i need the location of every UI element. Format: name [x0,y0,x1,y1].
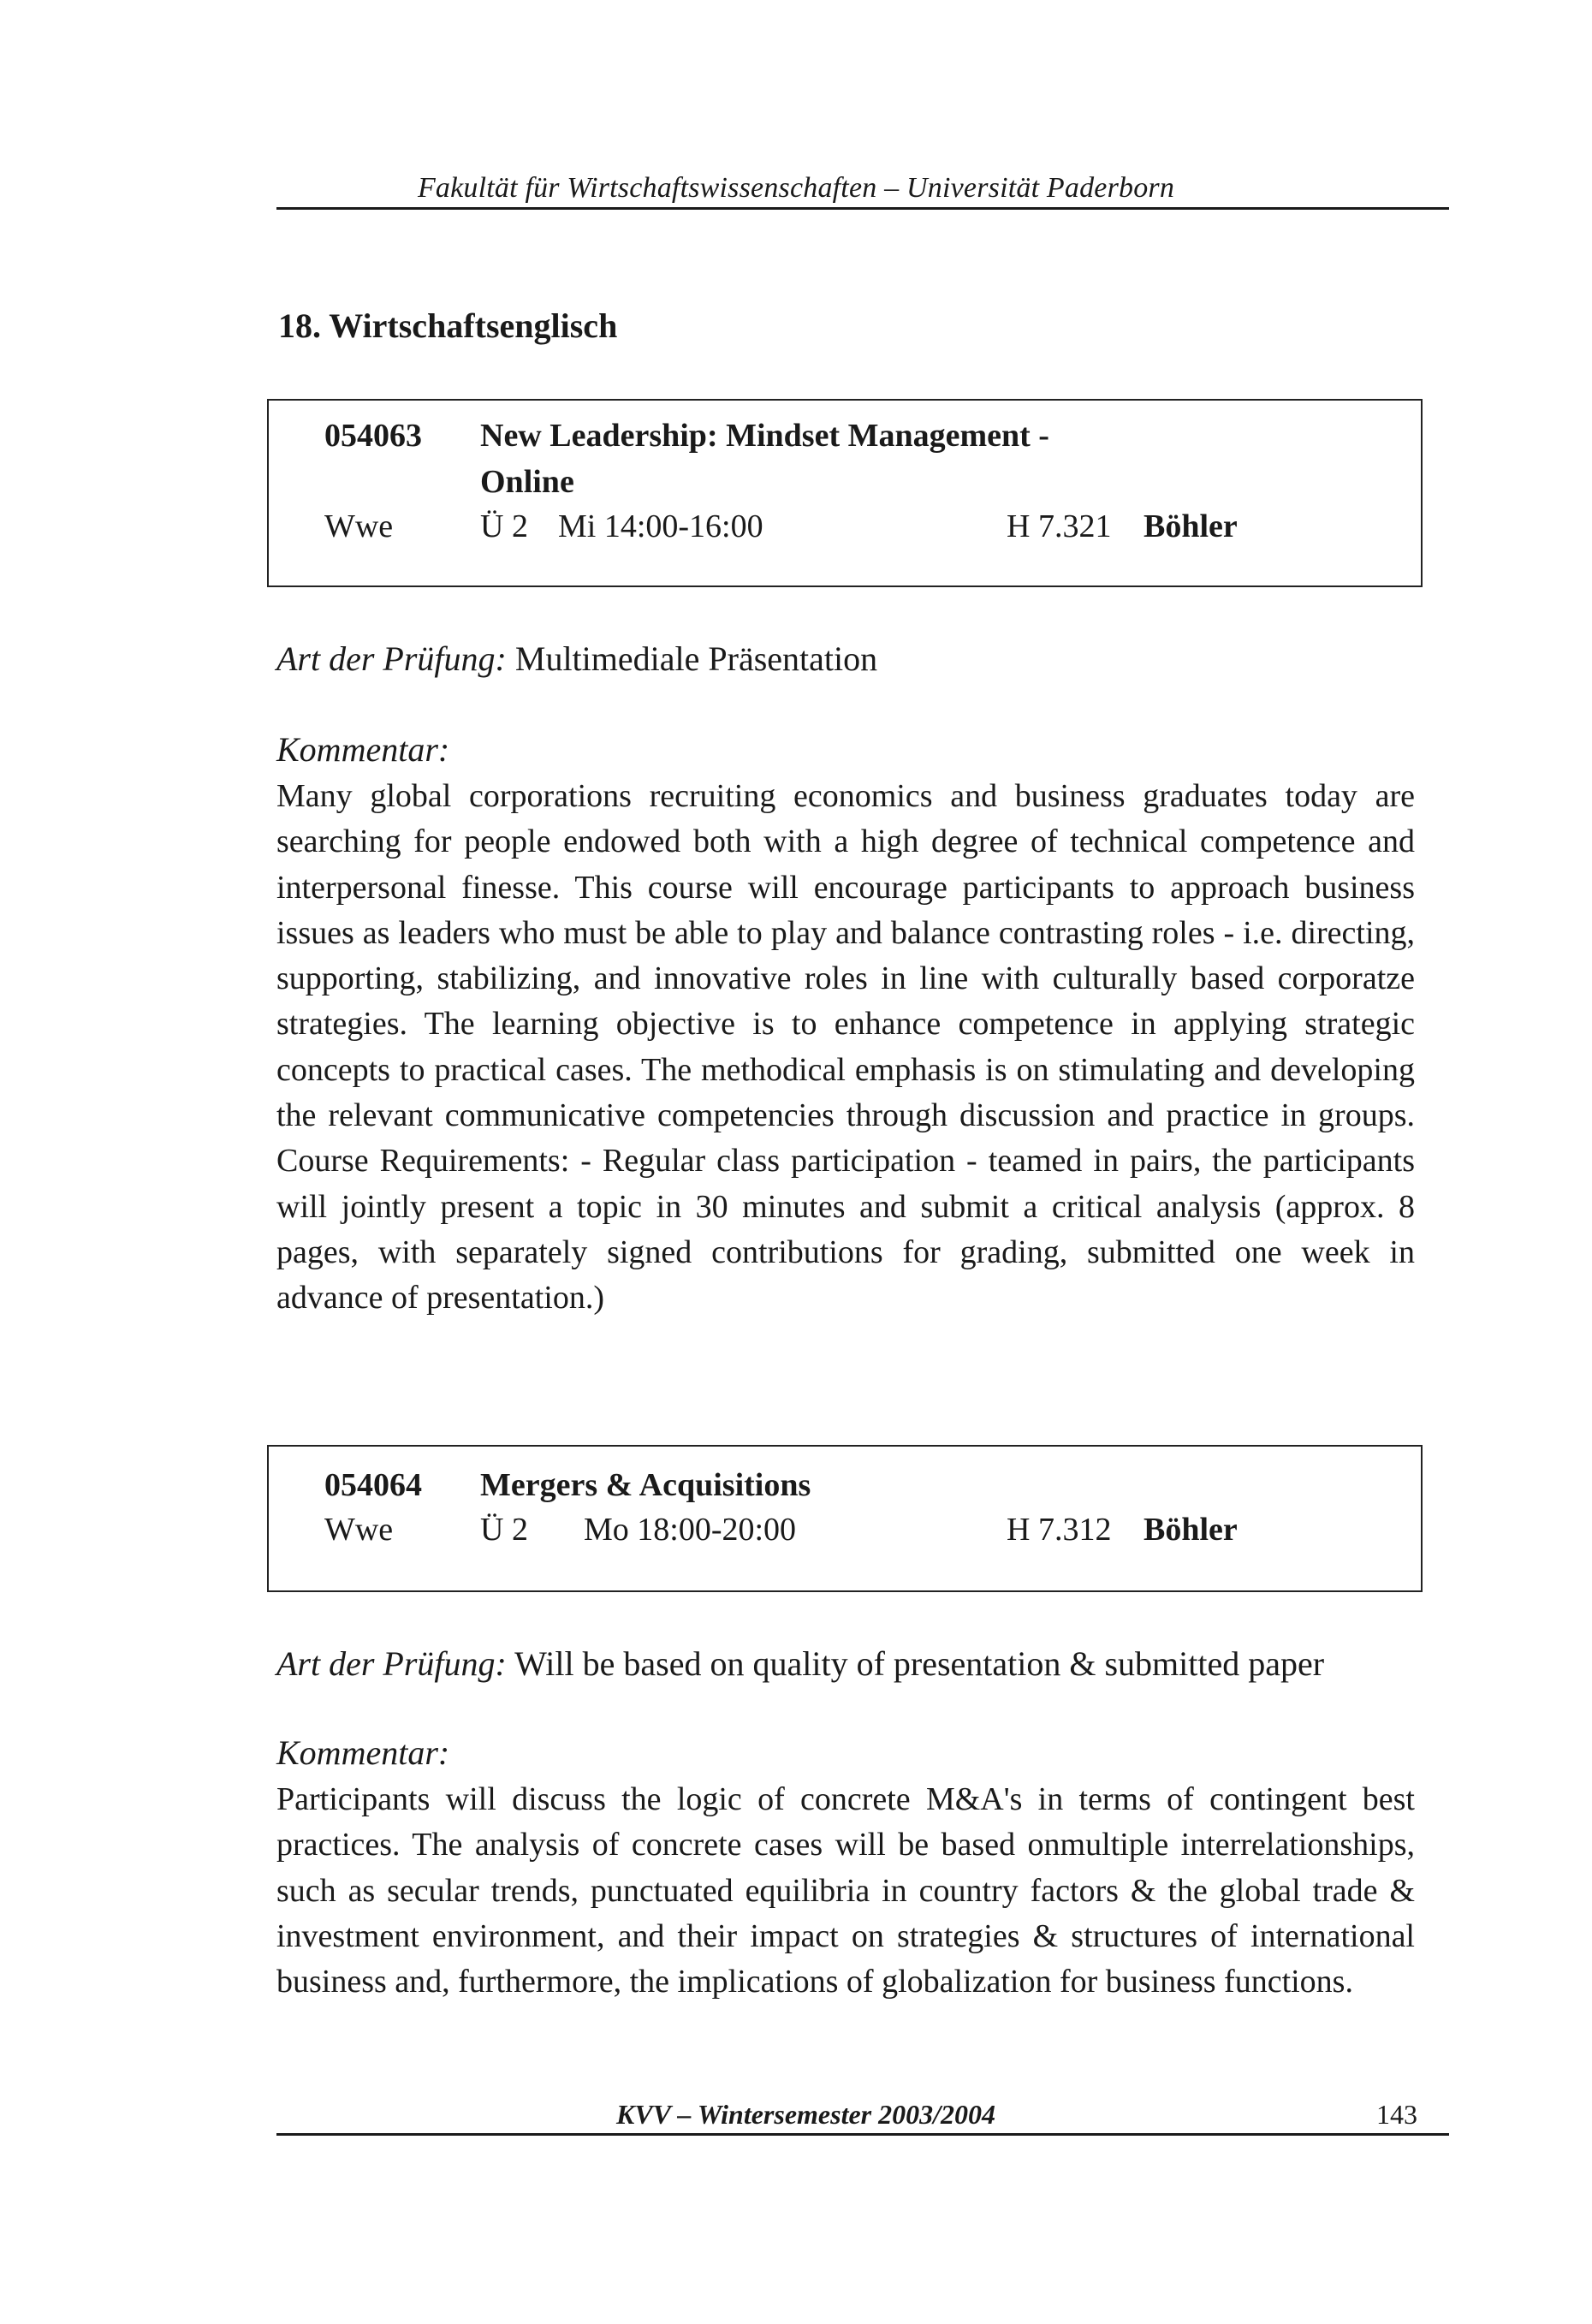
course-time: Mi 14:00-16:00 [558,508,763,544]
comment-label: Kommentar: [276,1733,450,1772]
course-abbrev: Wwe [324,1512,394,1548]
course-abbrev: Wwe [324,508,394,544]
course-time: Mo 18:00-20:00 [584,1512,797,1548]
course-number: 054063 [324,418,422,454]
course-box [267,1445,1423,1592]
course-title-continued: Online [480,464,574,500]
course-lecturer: Böhler [1144,508,1238,544]
comment-text: Many global corporations recruiting economics and business graduates today are searching for people endowed both with a high degree of technical competence and interpersonal finesse. This course will encourage participants to approach business issues as leaders who must be able to play and balance contrasting roles - i.e. directing, supporting, stabilizing, and innovative roles in line with culturally based corporatze strategies. The learning objective is to enhance competence in applying strategic concepts to practical cases. The methodical emphasis is on stimulating and developing the relevant communicative competencies through discussion and practice in groups. Course Requirements: - Regular class participation - teamed in pairs, the participants will jointly present a topic in 30 minutes and submit a critical analysis (approx. 8 pages, with separately signed contributions for grading, submitted one week in advance of presentation.) [276,778,1415,1317]
course-type: Ü 2 [480,508,528,544]
course-number: 054064 [324,1467,422,1503]
page-number: 143 [1376,2099,1417,2130]
exam-label: Art der Prüfung: [276,639,507,678]
course-title: Mergers & Acquisitions [480,1467,811,1503]
course-lecturer: Böhler [1144,1512,1238,1548]
course-box [267,399,1423,587]
section-title: 18. Wirtschaftsenglisch [278,306,618,345]
page-footer: KVV – Wintersemester 2003/2004 [616,2099,996,2130]
comment-label: Kommentar: [276,730,450,769]
header-rule [276,207,1449,210]
course-room: H 7.321 [1007,508,1112,544]
course-title: New Leadership: Mindset Management - [480,418,1049,454]
comment-text: Participants will discuss the logic of concrete M&A's in terms of contingent best practices. The analysis of concrete cases will be based onmultiple interrelationships, such as secular trends, punctuated equilibria in country factors & the global trade & investment environment, and their impact on strategies & structures of international business and, furthermore, the implications of globalization for business functions. [276,1781,1415,2000]
exam-value: Will be based on quality of presentation & submitted paper [514,1644,1325,1683]
course-room: H 7.312 [1007,1512,1112,1548]
page-header: Fakultät für Wirtschaftswissenschaften – Universität Paderborn [417,172,1175,204]
footer-rule [276,2133,1449,2136]
exam-value: Multimediale Präsentation [514,639,878,678]
course-type: Ü 2 [480,1512,528,1548]
exam-line [276,1642,1324,1686]
exam-line [276,637,877,681]
exam-label: Art der Prüfung: [276,1644,507,1683]
